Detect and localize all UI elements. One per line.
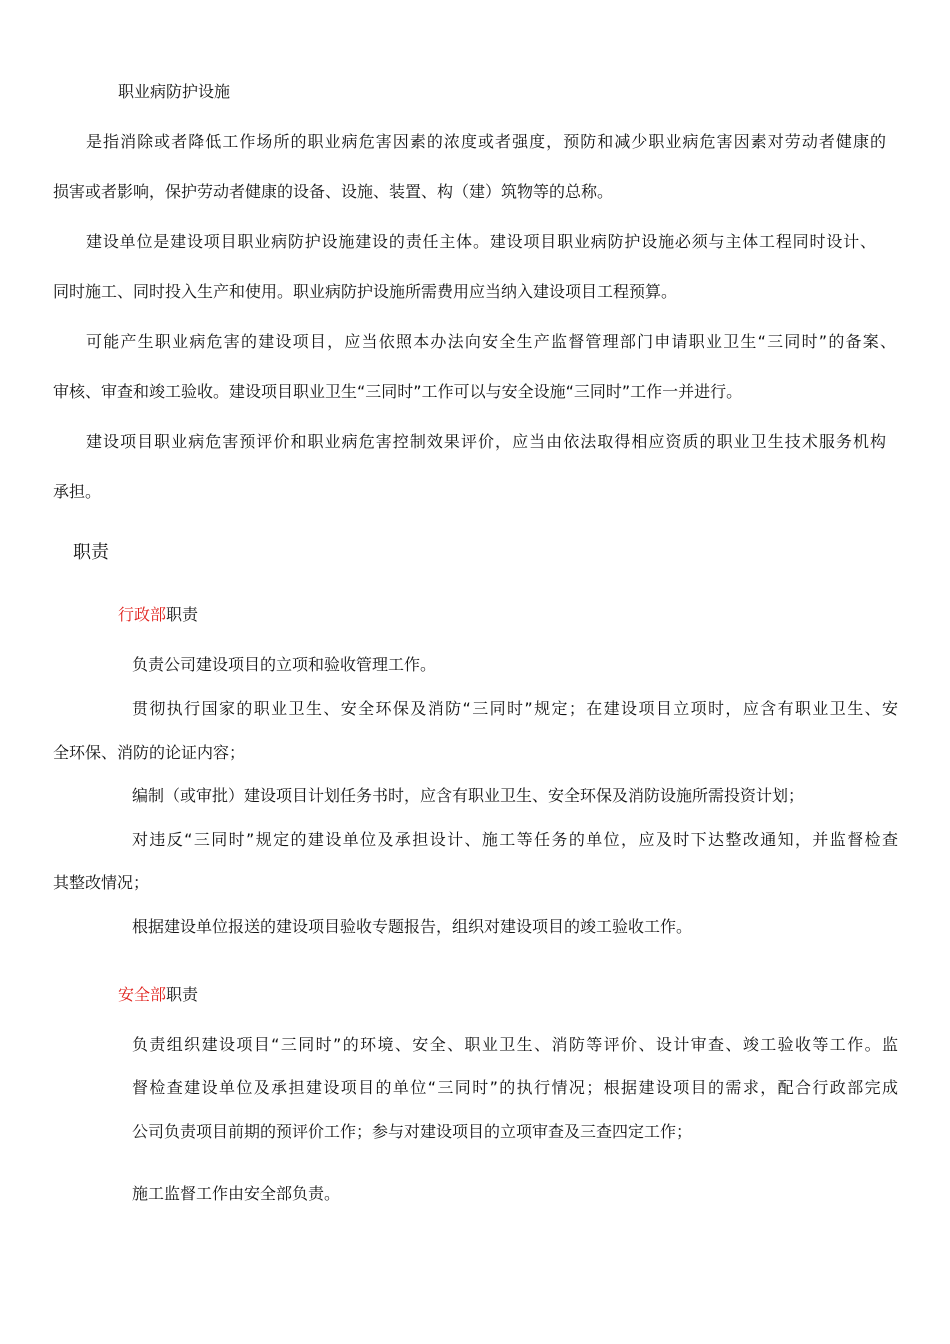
admin-item-4-line-2: 其整改情况； (53, 873, 150, 892)
paragraph-evaluation-line-2: 承担。 (53, 482, 102, 501)
admin-item-1: 负责公司建设项目的立项和验收管理工作。 (132, 655, 437, 674)
safety-dept-name: 安全部 (118, 985, 167, 1004)
admin-item-5: 根据建设单位报送的建设项目验收专题报告，组织对建设项目的竣工验收工作。 (132, 917, 693, 936)
paragraph-definition-line-2: 损害或者影响，保护劳动者健康的设备、设施、装置、构（建）筑物等的总称。 (53, 182, 614, 201)
safety-item-2: 施工监督工作由安全部负责。 (132, 1184, 341, 1203)
admin-dept-name: 行政部 (118, 605, 167, 624)
section-title-protective-facilities: 职业病防护设施 (118, 82, 231, 101)
admin-item-2-line-2: 全环保、消防的论证内容； (53, 743, 246, 762)
paragraph-three-simultaneous-line-1: 可能产生职业病危害的建设项目，应当依照本办法向安全生产监督管理部门申请职业卫生“三同时”的备案、 (86, 332, 896, 351)
admin-item-3: 编制（或审批）建设项目计划任务书时，应含有职业卫生、安全环保及消防设施所需投资计划； (132, 786, 805, 805)
paragraph-evaluation-line-1: 建设项目职业病危害预评价和职业病危害控制效果评价，应当由依法取得相应资质的职业卫生技术服务机构 (86, 432, 886, 451)
paragraph-responsibility-line-1: 建设单位是建设项目职业病防护设施建设的责任主体。建设项目职业病防护设施必须与主体工程同时设计、 (86, 232, 876, 251)
paragraph-responsibility-line-2: 同时施工、同时投入生产和使用。职业病防护设施所需费用应当纳入建设项目工程预算。 (53, 282, 678, 301)
safety-item-1-line-3: 公司负责项目前期的预评价工作；参与对建设项目的立项审查及三查四定工作； (132, 1122, 693, 1141)
safety-item-1-line-2: 督检查建设单位及承担建设项目的单位“三同时”的执行情况；根据建设项目的需求，配合行政部完成 (132, 1078, 898, 1097)
paragraph-three-simultaneous-line-2: 审核、审查和竣工验收。建设项目职业卫生“三同时”工作可以与安全设施“三同时”工作一并进行。 (53, 382, 743, 401)
admin-item-2-line-1: 贯彻执行国家的职业卫生、安全环保及消防“三同时”规定；在建设项目立项时，应含有职业卫生、安 (132, 699, 898, 718)
paragraph-definition-line-1: 是指消除或者降低工作场所的职业病危害因素的浓度或者强度，预防和减少职业病危害因素对劳动者健康的 (86, 132, 886, 151)
admin-duties-heading (118, 605, 198, 625)
admin-item-4-line-1: 对违反“三同时”规定的建设单位及承担设计、施工等任务的单位，应及时下达整改通知，并监督检查 (132, 830, 898, 849)
admin-duties-suffix: 职责 (166, 605, 199, 624)
safety-item-1-line-1: 负责组织建设项目“三同时”的环境、安全、职业卫生、消防等评价、设计审查、竣工验收等工作。监 (132, 1035, 898, 1054)
section-title-duties: 职责 (73, 542, 109, 563)
safety-duties-heading (118, 985, 198, 1005)
safety-duties-suffix: 职责 (166, 985, 199, 1004)
